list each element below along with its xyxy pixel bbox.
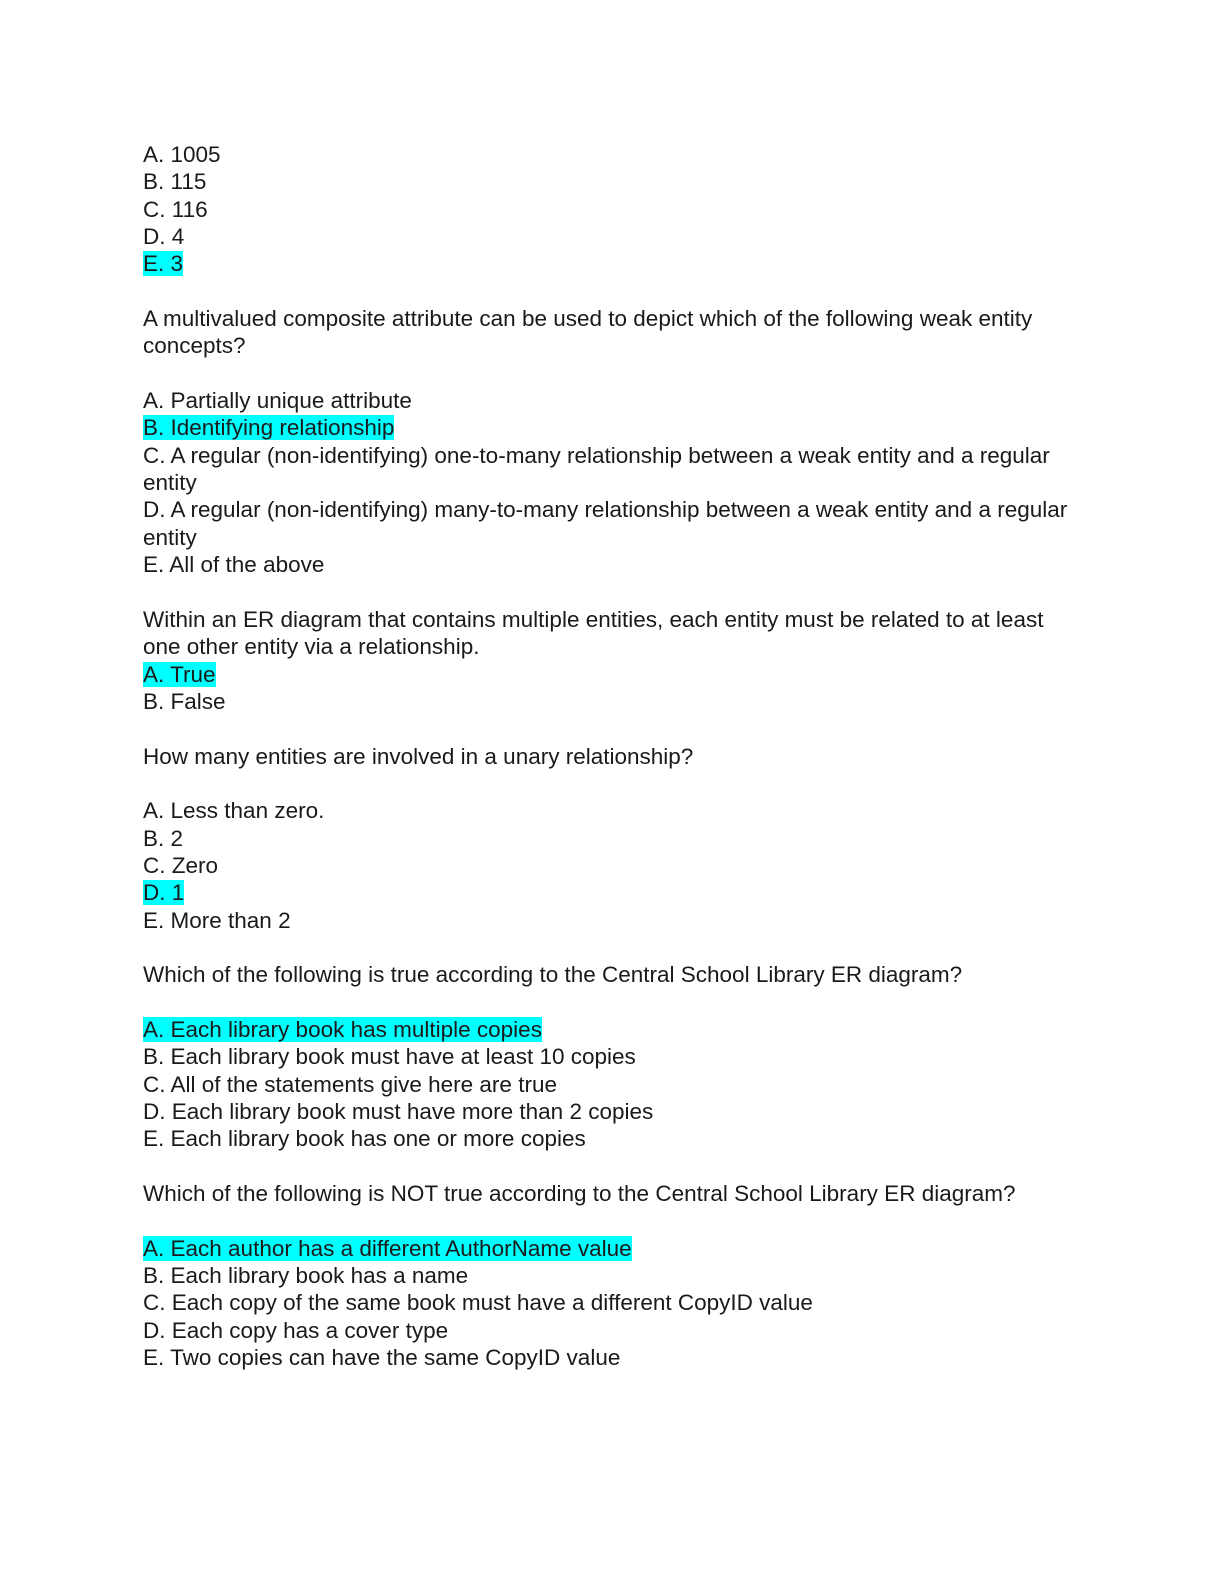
answer-option	[143, 1262, 1083, 1289]
answer-option-label: A. Each author has a different AuthorName value	[143, 1235, 632, 1261]
answer-option-label: B. False	[143, 688, 226, 714]
answer-option-label: C. A regular (non-identifying) one-to-many relationship between a weak entity and a regular entity	[143, 442, 1050, 496]
answer-option-label: C. All of the statements give here are true	[143, 1071, 557, 1097]
answer-option	[143, 825, 1083, 852]
answer-option-label: B. 2	[143, 825, 184, 851]
answer-option-highlighted	[143, 1235, 1083, 1262]
question-block	[143, 961, 1083, 1152]
answer-option-highlighted	[143, 414, 1083, 441]
answer-option	[143, 168, 1083, 195]
answer-option-label: C. Each copy of the same book must have a different CopyID value	[143, 1290, 813, 1316]
answer-option-label: D. Each copy has a cover type	[143, 1317, 449, 1343]
answer-option-label: E. 3	[143, 251, 184, 277]
question-block	[143, 1180, 1083, 1371]
answer-option-label: E. Two copies can have the same CopyID value	[143, 1345, 621, 1371]
answer-option-label: E. More than 2	[143, 907, 291, 933]
answer-options	[143, 387, 1083, 578]
answer-option-label: B. Each library book must have at least 10 copies	[143, 1044, 636, 1070]
answer-option-label: D. 4	[143, 224, 185, 250]
answer-option	[143, 1289, 1083, 1316]
question-block	[143, 305, 1083, 578]
question-text: How many entities are involved in a unary relationship?	[143, 743, 694, 769]
answer-option	[143, 442, 1083, 497]
spacer	[143, 360, 1083, 387]
answer-option-label: A. True	[143, 661, 216, 687]
question-block	[143, 606, 1083, 715]
answer-option-highlighted	[143, 661, 1083, 688]
answer-option	[143, 551, 1083, 578]
spacer	[143, 715, 1083, 742]
answer-option-label: B. Identifying relationship	[143, 415, 395, 441]
spacer	[143, 1207, 1083, 1234]
answer-option	[143, 1043, 1083, 1070]
spacer	[143, 989, 1083, 1016]
answer-option	[143, 387, 1083, 414]
answer-option	[143, 1125, 1083, 1152]
answer-option-label: A. 1005	[143, 142, 221, 167]
question-text: A multivalued composite attribute can be used to depict which of the following weak entity concepts?	[143, 306, 1033, 359]
answer-option	[143, 141, 1083, 168]
document-page	[143, 141, 1083, 1371]
question-text: Which of the following is NOT true according to the Central School Library ER diagram?	[143, 1181, 1016, 1207]
spacer	[143, 770, 1083, 797]
answer-option-highlighted	[143, 879, 1083, 906]
answer-option-label: A. Partially unique attribute	[143, 388, 412, 414]
answer-option	[143, 496, 1083, 551]
answer-options	[143, 661, 1083, 716]
question-block	[143, 743, 1083, 934]
answer-option	[143, 852, 1083, 879]
answer-option-label: B. 115	[143, 169, 207, 195]
answer-option-label: E. All of the above	[143, 552, 325, 578]
answer-option-label: E. Each library book has one or more copies	[143, 1126, 586, 1152]
answer-option	[143, 223, 1083, 250]
answer-option-highlighted	[143, 1016, 1083, 1043]
answer-option	[143, 1098, 1083, 1125]
question-text: Within an ER diagram that contains multiple entities, each entity must be related to at least one other entity via a relationship.	[143, 606, 1044, 660]
answer-option	[143, 1344, 1083, 1371]
spacer	[143, 579, 1083, 606]
answer-option	[143, 196, 1083, 223]
answer-option	[143, 797, 1083, 824]
answer-option-label: C. 116	[143, 196, 208, 222]
answer-option-label: D. Each library book must have more than 2 copies	[143, 1099, 654, 1125]
spacer	[143, 278, 1083, 305]
answer-option-label: D. A regular (non-identifying) many-to-many relationship between a weak entity and a regular entity	[143, 497, 1068, 550]
answer-options	[143, 141, 1083, 278]
answer-option	[143, 688, 1083, 715]
spacer	[143, 934, 1083, 961]
question-text: Which of the following is true according to the Central School Library ER diagram?	[143, 962, 963, 988]
answer-option-label: B. Each library book has a name	[143, 1263, 469, 1289]
answer-options	[143, 1235, 1083, 1372]
question-block	[143, 141, 1083, 278]
answer-option-highlighted	[143, 250, 1083, 277]
answer-option	[143, 1317, 1083, 1344]
answer-option-label: C. Zero	[143, 852, 219, 878]
spacer	[143, 1153, 1083, 1180]
answer-option	[143, 907, 1083, 934]
answer-options	[143, 1016, 1083, 1153]
answer-options	[143, 797, 1083, 934]
answer-option-label: A. Less than zero.	[143, 798, 325, 824]
answer-option-label: D. 1	[143, 880, 185, 906]
answer-option	[143, 1071, 1083, 1098]
answer-option-label: A. Each library book has multiple copies	[143, 1017, 542, 1042]
